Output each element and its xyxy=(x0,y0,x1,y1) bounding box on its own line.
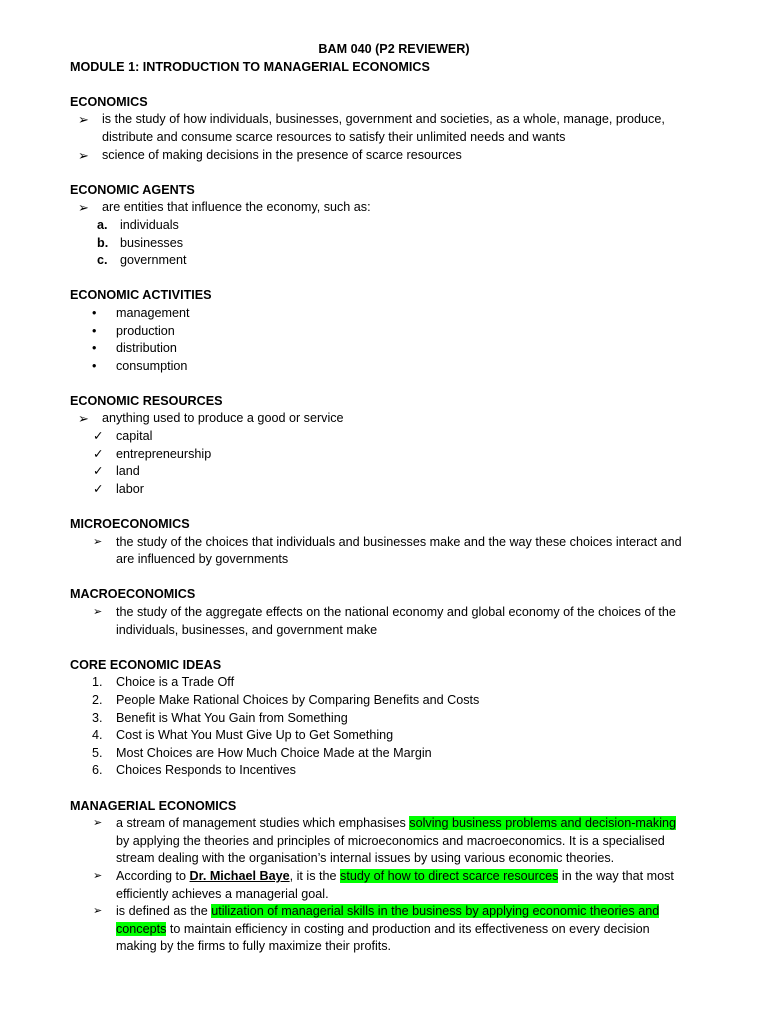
section-heading-managerial-economics: MANAGERIAL ECONOMICS xyxy=(70,798,237,813)
arrow-bullet-icon: ➢ xyxy=(93,817,103,830)
bullet-icon: • xyxy=(92,305,97,320)
checkmark-icon: ✓ xyxy=(93,429,104,444)
list-item-continuation: are influenced by governments xyxy=(116,552,289,567)
document-title: BAM 040 (P2 REVIEWER) xyxy=(318,42,470,56)
list-item: b. businesses xyxy=(97,235,184,250)
list-item: 1. Choice is a Trade Off xyxy=(92,675,235,690)
list-item: a. individuals xyxy=(97,217,179,232)
arrow-bullet-icon: ➢ xyxy=(93,606,103,618)
bullet-icon: • xyxy=(92,358,97,373)
list-item-continuation: concepts to maintain efficiency in costing and production and its effectiveness on every decision xyxy=(116,921,650,936)
list-item: ➢ are entities that influence the economy, such as: xyxy=(78,200,371,216)
section-heading-microeconomics: MICROECONOMICS xyxy=(70,517,190,532)
list-item: • consumption xyxy=(70,358,710,376)
list-item: ➢ is defined as the utilization of managerial skills in the business by applying economic theories and xyxy=(70,903,710,921)
list-item: ✓ entrepreneurship xyxy=(70,446,710,464)
list-item: ➢ is the study of how individuals, businesses, government and societies, as a whole, manage, produce, xyxy=(78,112,665,128)
document-page xyxy=(70,41,710,956)
list-item: • distribution xyxy=(70,340,710,358)
list-item: ✓ labor xyxy=(70,481,710,499)
list-item: 4. Cost is What You Must Give Up to Get Something xyxy=(92,728,394,743)
list-item: ➢ According to Dr. Michael Baye, it is the study of how to direct scarce resources in the way that most xyxy=(70,868,710,886)
highlighted-text: solving business problems and decision-making xyxy=(409,816,677,831)
highlighted-text: concepts xyxy=(116,921,167,936)
list-item-continuation: individuals, businesses, and government make xyxy=(116,622,378,637)
highlighted-text: utilization of managerial skills in the business by applying economic theories and xyxy=(211,904,660,919)
arrow-bullet-icon: ➢ xyxy=(93,535,103,548)
arrow-bullet-icon: ➢ xyxy=(93,905,103,918)
list-item: 5. Most Choices are How Much Choice Made at the Margin xyxy=(92,745,432,760)
list-item: ➢ a stream of management studies which emphasises solving business problems and decision-making xyxy=(70,815,710,833)
list-item: • production xyxy=(70,323,710,341)
section-heading-economics: ECONOMICS xyxy=(70,94,148,109)
list-item-continuation: making by the firms to fully maximize their profits. xyxy=(116,939,392,954)
list-item: 3. Benefit is What You Gain from Something xyxy=(92,710,348,725)
list-item: 6. Choices Responds to Incentives xyxy=(92,763,296,778)
list-item-continuation: distribute and consume scarce resources to satisfy their unlimited needs and wants xyxy=(102,129,566,144)
highlighted-text: study of how to direct scarce resources xyxy=(340,868,559,883)
list-item: ➢ the study of the choices that individuals and businesses make and the way these choices interact and xyxy=(70,534,710,552)
list-item: ✓ capital xyxy=(70,428,710,446)
list-item-continuation: stream dealing with the organisation’s internal issues by using various economic theories. xyxy=(116,851,615,866)
list-item: ➢ the study of the aggregate effects on the national economy and global economy of the choices of the xyxy=(70,604,710,622)
checkmark-icon: ✓ xyxy=(93,481,104,496)
arrow-bullet-icon: ➢ xyxy=(78,411,89,427)
list-item: ➢ science of making decisions in the presence of scarce resources xyxy=(78,147,462,163)
section-heading-macroeconomics: MACROECONOMICS xyxy=(70,587,196,602)
list-item: ➢ anything used to produce a good or service xyxy=(78,411,344,427)
checkmark-icon: ✓ xyxy=(93,464,104,479)
section-heading-economic-agents: ECONOMIC AGENTS xyxy=(70,182,195,197)
checkmark-icon: ✓ xyxy=(93,446,104,461)
bullet-icon: • xyxy=(92,323,97,338)
list-item-continuation: efficiently achieves a managerial goal. xyxy=(116,886,329,901)
author-name: Dr. Michael Baye xyxy=(189,868,290,883)
list-item: ✓ land xyxy=(70,463,710,481)
list-item: c. government xyxy=(97,253,187,268)
list-item-continuation: by applying the theories and principles of microeconomics and macroeconomics. It is a specialised xyxy=(116,833,665,848)
bullet-icon: • xyxy=(92,341,97,356)
section-heading-core-economic-ideas: CORE ECONOMIC IDEAS xyxy=(70,657,222,672)
module-title: MODULE 1: INTRODUCTION TO MANAGERIAL ECONOMICS xyxy=(70,59,430,74)
arrow-bullet-icon: ➢ xyxy=(78,147,89,163)
section-heading-economic-activities: ECONOMIC ACTIVITIES xyxy=(70,288,212,303)
arrow-bullet-icon: ➢ xyxy=(78,112,89,128)
section-heading-economic-resources: ECONOMIC RESOURCES xyxy=(70,393,223,408)
list-item: 2. People Make Rational Choices by Comparing Benefits and Costs xyxy=(92,692,480,707)
arrow-bullet-icon: ➢ xyxy=(93,869,103,882)
arrow-bullet-icon: ➢ xyxy=(78,200,89,216)
list-item: • management xyxy=(70,305,710,323)
